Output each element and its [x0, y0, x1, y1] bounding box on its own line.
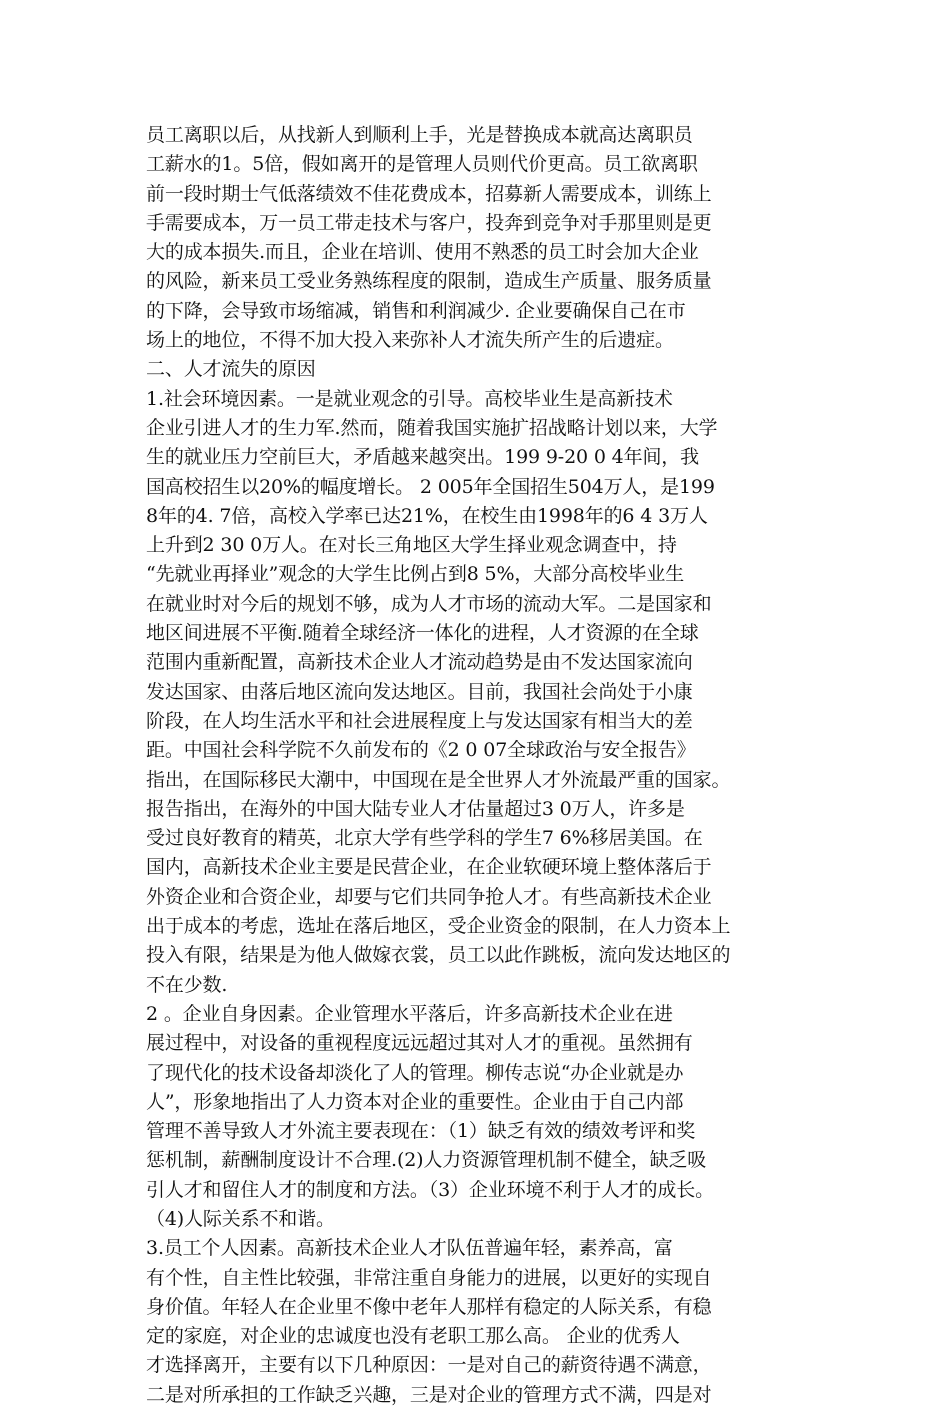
text-line: 范围内重新配置，高新技术企业人才流动趋势是由不发达国家流向: [146, 651, 693, 674]
text-line: 不在少数.: [146, 973, 228, 996]
text-line: 二、人才流失的原因: [146, 358, 316, 381]
text-line: “先就业再择业”观念的大学生比例占到8 5%，大部分高校毕业生: [146, 563, 685, 586]
text-line: 有个性，自主性比较强，非常注重自身能力的进展，以更好的实现自: [146, 1266, 712, 1289]
text-line: 二是对所承担的工作缺乏兴趣，三是对企业的管理方式不满，四是对: [146, 1383, 712, 1406]
text-line: 距。中国社会科学院不久前发布的《2 0 07全球政治与安全报告》: [146, 739, 696, 762]
text-line: 地区间进展不平衡.随着全球经济一体化的进程，人才资源的在全球: [146, 622, 699, 645]
text-line: 引人才和留住人才的制度和方法。（3）企业环境不利于人才的成长。: [146, 1178, 714, 1201]
text-line: 在就业时对今后的规划不够，成为人才市场的流动大军。二是国家和: [146, 592, 712, 615]
text-line: 上升到2 30 0万人。在对长三角地区大学生择业观念调查中，持: [146, 534, 677, 557]
text-line: 生的就业压力空前巨大，矛盾越来越突出。199 9-20 0 4年间，我: [146, 446, 699, 469]
text-line: 指出，在国际移民大潮中，中国现在是全世界人才外流最严重的国家。: [146, 768, 731, 791]
text-line: 大的成本损失.而且，企业在培训、使用不熟悉的员工时会加大企业: [146, 241, 699, 264]
text-line: 身价值。年轻人在企业里不像中老年人那样有稳定的人际关系，有稳: [146, 1295, 712, 1318]
text-line: 管理不善导致人才外流主要表现在：（1）缺乏有效的绩效考评和奖: [146, 1120, 696, 1143]
text-line: 3.员工个人因素。高新技术企业人才队伍普遍年轻，素养高，富: [146, 1237, 673, 1260]
text-line: 员工离职以后，从找新人到顺利上手，光是替换成本就高达离职员: [146, 124, 693, 146]
text-line: 国高校招生以20%的幅度增长。 2 005年全国招生504万人，是199: [146, 475, 715, 498]
text-line: 8年的4. 7倍，高校入学率已达21%，在校生由1998年的6 4 3万人: [146, 504, 708, 527]
text-line: 阶段，在人均生活水平和社会进展程度上与发达国家有相当大的差: [146, 709, 693, 732]
text-line: 出于成本的考虑，选址在落后地区，受企业资金的限制，在人力资本上: [146, 915, 731, 938]
text-line: 了现代化的技术设备却淡化了人的管理。柳传志说“办企业就是办: [146, 1061, 684, 1084]
text-line: 手需要成本，万一员工带走技术与客户，投奔到竞争对手那里则是更: [146, 211, 712, 234]
text-line: 1.社会环境因素。一是就业观念的引导。高校毕业生是高新技术: [146, 387, 673, 410]
text-line: 的风险，新来员工受业务熟练程度的限制，造成生产质量、服务质量: [146, 270, 712, 293]
text-line: 人”，形象地指出了人力资本对企业的重要性。企业由于自己内部: [146, 1090, 684, 1113]
text-line: 前一段时期士气低落绩效不佳花费成本，招募新人需要成本，训练上: [146, 182, 712, 205]
text-line: 的下降，会导致市场缩减，销售和利润减少. 企业要确保自己在市: [146, 299, 686, 322]
text-line: 国内，高新技术企业主要是民营企业，在企业软硬环境上整体落后于: [146, 856, 712, 879]
text-line: 惩机制，薪酬制度设计不合理.(2)人力资源管理机制不健全，缺乏吸: [146, 1149, 707, 1172]
text-line: 展过程中，对设备的重视程度远远超过其对人才的重视。虽然拥有: [146, 1032, 693, 1055]
text-line: 定的家庭，对企业的忠诚度也没有老职工那么高。 企业的优秀人: [146, 1325, 680, 1348]
text-line: 受过良好教育的精英，北京大学有些学科的学生7 6%移居美国。在: [146, 827, 703, 850]
text-line: 投入有限，结果是为他人做嫁衣裳，员工以此作跳板，流向发达地区的: [146, 944, 731, 967]
text-line: 报告指出，在海外的中国大陆专业人才估量超过3 0万人，许多是: [146, 797, 685, 820]
text-line: 2 。企业自身因素。企业管理水平落后，许多高新技术企业在进: [146, 1002, 673, 1025]
text-line: 企业引进人才的生力军.然而，随着我国实施扩招战略计划以来，大学: [146, 416, 718, 439]
text-line: 场上的地位，不得不加大投入来弥补人才流失所产生的后遗症。: [146, 329, 674, 352]
text-line: 才选择离开，主要有以下几种原因：一是对自己的薪资待遇不满意，: [146, 1354, 712, 1377]
body-text: [146, 121, 816, 1410]
text-line: 外资企业和合资企业，却要与它们共同争抢人才。有些高新技术企业: [146, 885, 712, 908]
text-line: （4)人际关系不和谐。: [146, 1207, 335, 1230]
text-line: 发达国家、由落后地区流向发达地区。目前，我国社会尚处于小康: [146, 680, 693, 703]
text-line: 工薪水的1。5倍，假如离开的是管理人员则代价更高。员工欲离职: [146, 153, 698, 176]
